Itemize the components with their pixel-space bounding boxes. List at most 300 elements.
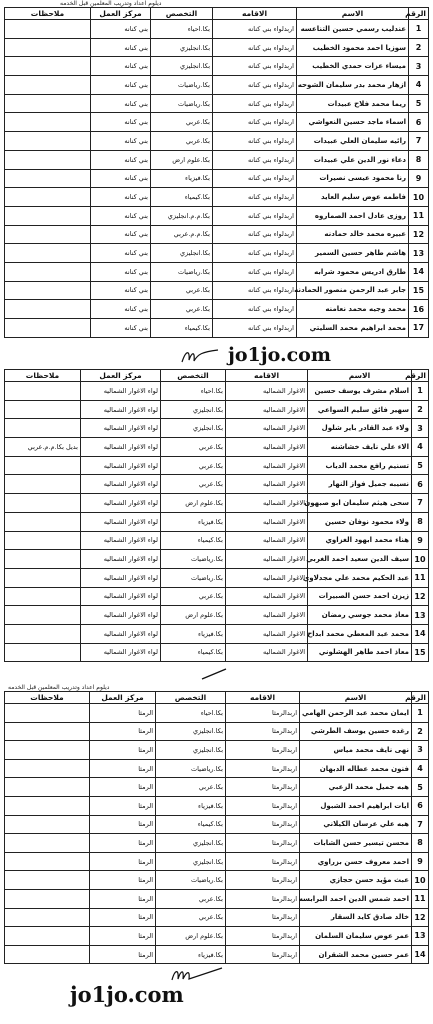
row-specialty: بكا.انجليزي: [151, 57, 213, 76]
row-residence: اربدلواء بني كنانه: [213, 262, 297, 281]
row-name: اسماء ماجد حسين النعواشي: [297, 113, 409, 132]
row-specialty: بكا.رياضيات: [151, 76, 213, 95]
row-number: 15: [412, 643, 429, 662]
row-name: رائيه سليمان العلي عبيدات: [297, 132, 409, 151]
row-notes: [5, 550, 81, 569]
row-number: 13: [412, 606, 429, 625]
row-number: 4: [412, 438, 429, 457]
row-number: 2: [412, 722, 429, 741]
table-row: [5, 643, 429, 662]
watermark-1: jo1jo.com: [228, 344, 331, 366]
header-specialty: التخصص: [151, 8, 213, 20]
header-name: الاسم: [308, 370, 412, 382]
row-name: هبه جميل محمد الزعبي: [300, 778, 412, 797]
row-number: 7: [409, 132, 429, 151]
row-name: هبه علي عرسان الكيلاني: [300, 815, 412, 834]
row-name: معاذ محمد جوسي رمضان: [308, 606, 412, 625]
row-notes: [5, 945, 90, 964]
row-workplace: الرمثا: [90, 722, 156, 741]
row-number: 2: [412, 400, 429, 419]
row-residence: اربدالرمثا: [226, 927, 300, 946]
row-number: 6: [412, 796, 429, 815]
row-specialty: بكا.م.م.عربي: [151, 225, 213, 244]
table-row: [5, 945, 429, 964]
table-row: [5, 568, 429, 587]
row-residence: الاغوار الشماليه: [226, 419, 308, 438]
row-number: 2: [409, 38, 429, 57]
row-notes: [5, 568, 81, 587]
row-number: 11: [409, 206, 429, 225]
row-notes: [5, 494, 81, 513]
row-workplace: بني كنانه: [91, 206, 151, 225]
table-row: [5, 624, 429, 643]
section1-caption: ديلوم اعداد وتدريب المعلمين قبل الخدمه: [60, 0, 162, 7]
row-name: فنون محمد عطاله الدبهان: [300, 759, 412, 778]
row-residence: الاغوار الشماليه: [226, 606, 308, 625]
row-specialty: بكا.احياء: [161, 382, 226, 401]
row-specialty: بكا.عربي: [161, 438, 226, 457]
row-number: 3: [412, 741, 429, 760]
row-residence: اربدلواء بني كنانه: [213, 38, 297, 57]
row-residence: اربدلواء بني كنانه: [213, 57, 297, 76]
row-name: معاذ احمد طاهر الهشلوني: [308, 643, 412, 662]
row-specialty: بكا.علوم ارض: [151, 150, 213, 169]
row-workplace: بني كنانه: [91, 113, 151, 132]
row-number: 5: [412, 778, 429, 797]
row-name: ميساء عزات حمدي الخطيب: [297, 57, 409, 76]
row-name: محمد وجيه محمد نعامنه: [297, 300, 409, 319]
header-notes: ملاحظات: [5, 692, 90, 704]
row-workplace: لواء الاغوار الشماليه: [81, 456, 161, 475]
section1-body: [5, 20, 429, 338]
row-notes: [5, 225, 91, 244]
row-notes: [5, 722, 90, 741]
row-notes: [5, 94, 91, 113]
row-specialty: بكا.كيمياء: [156, 815, 226, 834]
row-specialty: بكا.انجليزي: [161, 400, 226, 419]
row-number: 11: [412, 568, 429, 587]
row-workplace: بني كنانه: [91, 38, 151, 57]
row-name: عبث مؤيد حسن حجازي: [300, 871, 412, 890]
header-number: الرقم: [412, 692, 429, 704]
row-name: سهير فائق سليم السواعي: [308, 400, 412, 419]
row-residence: الاغوار الشماليه: [226, 587, 308, 606]
row-number: 10: [412, 871, 429, 890]
table-header-row: [5, 8, 429, 20]
table-row: [5, 606, 429, 625]
row-specialty: بكا.عربي: [151, 300, 213, 319]
table-row: [5, 587, 429, 606]
row-workplace: بني كنانه: [91, 169, 151, 188]
row-number: 1: [412, 382, 429, 401]
row-workplace: بني كنانه: [91, 94, 151, 113]
table-row: [5, 815, 429, 834]
row-notes: [5, 531, 81, 550]
row-workplace: الرمثا: [90, 927, 156, 946]
row-name: عبيره محمد خالد حمادنه: [297, 225, 409, 244]
table-row: [5, 494, 429, 513]
row-specialty: بكا.علوم ارض: [156, 927, 226, 946]
row-notes: [5, 927, 90, 946]
row-workplace: الرمثا: [90, 778, 156, 797]
row-name: دعاء نور الدين علي عبيدات: [297, 150, 409, 169]
row-residence: الاغوار الشماليه: [226, 512, 308, 531]
row-residence: اربدالرمثا: [226, 852, 300, 871]
row-specialty: بكا.عربي: [156, 889, 226, 908]
row-name: نهى نايف محمد مياس: [300, 741, 412, 760]
row-workplace: بني كنانه: [91, 57, 151, 76]
row-number: 3: [412, 419, 429, 438]
row-specialty: بكا.علوم ارض: [161, 606, 226, 625]
row-number: 9: [409, 169, 429, 188]
row-specialty: بكا.عربي: [161, 456, 226, 475]
row-name: رغده حسين يوسف الطرشي: [300, 722, 412, 741]
row-residence: الاغوار الشماليه: [226, 550, 308, 569]
header-specialty: التخصص: [161, 370, 226, 382]
row-number: 4: [412, 759, 429, 778]
row-name: تسنيم رافع محمد الدياب: [308, 456, 412, 475]
table-row: [5, 188, 429, 207]
row-notes: [5, 815, 90, 834]
row-specialty: بكا.انجليزي: [151, 244, 213, 263]
table-row: [5, 704, 429, 723]
row-workplace: لواء الاغوار الشماليه: [81, 438, 161, 457]
row-workplace: لواء الاغوار الشماليه: [81, 512, 161, 531]
row-name: نسيبه جميل فواز النهار: [308, 475, 412, 494]
table-row: [5, 456, 429, 475]
row-name: فاطمه عوض سليم العايد: [297, 188, 409, 207]
row-workplace: لواء الاغوار الشماليه: [81, 624, 161, 643]
row-notes: [5, 76, 91, 95]
row-notes: [5, 206, 91, 225]
row-residence: اربدلواء بني كنانه: [213, 244, 297, 263]
row-specialty: بكا.عربي: [156, 908, 226, 927]
row-notes: [5, 759, 90, 778]
row-residence: اربدلواء بني كنانه: [213, 300, 297, 319]
row-number: 4: [409, 76, 429, 95]
row-name: عمر حسين محمد الشقران: [300, 945, 412, 964]
row-workplace: لواء الاغوار الشماليه: [81, 382, 161, 401]
table-row: [5, 281, 429, 300]
row-number: 1: [412, 704, 429, 723]
row-number: 13: [412, 927, 429, 946]
row-specialty: بكا.علوم ارض: [161, 494, 226, 513]
header-notes: ملاحظات: [5, 8, 91, 20]
row-name: محمد عبد المعطي محمد ابداح: [308, 624, 412, 643]
row-workplace: الرمثا: [90, 815, 156, 834]
header-notes: ملاحظات: [5, 370, 81, 382]
row-specialty: بكا.انجليزي: [161, 419, 226, 438]
row-notes: [5, 852, 90, 871]
row-notes: [5, 624, 81, 643]
row-number: 16: [409, 300, 429, 319]
row-name: زيزن احمد حسن الصبيرات: [308, 587, 412, 606]
header-number: الرقم: [412, 370, 429, 382]
row-workplace: لواء الاغوار الشماليه: [81, 475, 161, 494]
row-notes: [5, 796, 90, 815]
row-workplace: الرمثا: [90, 704, 156, 723]
table-row: [5, 20, 429, 39]
row-residence: الاغوار الشماليه: [226, 643, 308, 662]
header-residence: الاقامه: [226, 370, 308, 382]
row-workplace: بني كنانه: [91, 132, 151, 151]
row-specialty: بكا.رياضيات: [151, 94, 213, 113]
row-residence: الاغوار الشماليه: [226, 456, 308, 475]
table-row: [5, 113, 429, 132]
table-row: [5, 550, 429, 569]
table-row: [5, 438, 429, 457]
row-residence: اربدلواء بني كنانه: [213, 225, 297, 244]
row-residence: اربدالرمثا: [226, 704, 300, 723]
row-residence: اربدالرمثا: [226, 945, 300, 964]
row-notes: [5, 150, 91, 169]
row-residence: الاغوار الشماليه: [226, 475, 308, 494]
row-specialty: بكا.فيزياء: [161, 624, 226, 643]
table-row: [5, 382, 429, 401]
row-workplace: الرمثا: [90, 759, 156, 778]
row-residence: اربدالرمثا: [226, 908, 300, 927]
signature-1: [180, 348, 220, 370]
row-specialty: بكا.رياضيات: [151, 262, 213, 281]
row-number: 11: [412, 889, 429, 908]
table-row: [5, 300, 429, 319]
header-name: الاسم: [300, 692, 412, 704]
row-notes: [5, 908, 90, 927]
table-row: [5, 400, 429, 419]
row-specialty: بكا.انجليزي: [156, 834, 226, 853]
row-workplace: لواء الاغوار الشماليه: [81, 606, 161, 625]
row-notes: [5, 300, 91, 319]
row-specialty: بكا.رياضيات: [161, 568, 226, 587]
row-name: رنا محمود عيسى نصيرات: [297, 169, 409, 188]
row-specialty: بكا.كيمياء: [161, 643, 226, 662]
header-specialty: التخصص: [156, 692, 226, 704]
row-notes: [5, 281, 91, 300]
row-number: 7: [412, 815, 429, 834]
table-row: [5, 531, 429, 550]
header-number: الرقم: [409, 8, 429, 20]
row-number: 9: [412, 531, 429, 550]
header-workplace: مركز العمل: [91, 8, 151, 20]
header-name: الاسم: [297, 8, 409, 20]
row-name: عندليب رسمي حسين التناعسه: [297, 20, 409, 39]
header-workplace: مركز العمل: [81, 370, 161, 382]
table-row: [5, 475, 429, 494]
table-row: [5, 169, 429, 188]
row-name: ريما محمد فلاح عبيدات: [297, 94, 409, 113]
row-workplace: الرمثا: [90, 796, 156, 815]
table-row: [5, 778, 429, 797]
row-specialty: بكا.عربي: [151, 132, 213, 151]
row-number: 12: [409, 225, 429, 244]
row-specialty: بكا.فيزياء: [156, 945, 226, 964]
row-number: 12: [412, 908, 429, 927]
row-notes: [5, 871, 90, 890]
table-row: [5, 796, 429, 815]
row-residence: الاغوار الشماليه: [226, 624, 308, 643]
row-name: روزى عادل احمد الصماروه: [297, 206, 409, 225]
row-workplace: لواء الاغوار الشماليه: [81, 568, 161, 587]
section3-body: [5, 704, 429, 964]
table-row: [5, 38, 429, 57]
table-row: [5, 871, 429, 890]
row-notes: [5, 38, 91, 57]
row-notes: [5, 741, 90, 760]
row-number: 5: [412, 456, 429, 475]
table-row: [5, 206, 429, 225]
row-specialty: بكا.كيمياء: [151, 319, 213, 338]
row-name: ازهار محمد بدر سليمان الشوحه: [297, 76, 409, 95]
row-notes: [5, 319, 91, 338]
row-specialty: بكا.رياضيات: [156, 759, 226, 778]
row-number: 13: [409, 244, 429, 263]
table-row: [5, 889, 429, 908]
row-specialty: بكا.انجليزي: [151, 38, 213, 57]
row-specialty: بكا.عربي: [151, 281, 213, 300]
row-name: سوزيا احمد محمود الخطيب: [297, 38, 409, 57]
row-workplace: الرمثا: [90, 945, 156, 964]
table-row: [5, 262, 429, 281]
row-name: الاء علي نايف خشاشنه: [308, 438, 412, 457]
row-workplace: الرمثا: [90, 871, 156, 890]
table-row: [5, 741, 429, 760]
row-workplace: بني كنانه: [91, 281, 151, 300]
row-number: 3: [409, 57, 429, 76]
row-workplace: لواء الاغوار الشماليه: [81, 400, 161, 419]
row-notes: بديل بكا.م.م.عربي: [5, 438, 81, 457]
watermark-2: jo1jo.com: [70, 982, 184, 1007]
row-notes: [5, 57, 91, 76]
row-notes: [5, 113, 91, 132]
row-residence: اربدلواء بني كنانه: [213, 206, 297, 225]
row-specialty: بكا.فيزياء: [151, 169, 213, 188]
row-number: 12: [412, 587, 429, 606]
row-number: 6: [412, 475, 429, 494]
row-number: 17: [409, 319, 429, 338]
row-residence: اربدلواء بني كنانه: [213, 132, 297, 151]
row-residence: اربدالرمثا: [226, 722, 300, 741]
row-number: 10: [409, 188, 429, 207]
row-workplace: الرمثا: [90, 889, 156, 908]
row-name: ايات ابراهيم احمد الشبول: [300, 796, 412, 815]
table-header-row: [5, 692, 429, 704]
row-residence: اربدالرمثا: [226, 796, 300, 815]
table-row: [5, 419, 429, 438]
row-number: 14: [409, 262, 429, 281]
table-header-row: [5, 370, 429, 382]
row-number: 9: [412, 852, 429, 871]
table-row: [5, 852, 429, 871]
row-specialty: بكا.عربي: [161, 587, 226, 606]
row-number: 14: [412, 945, 429, 964]
row-name: عمر عوض سليمان السلمان: [300, 927, 412, 946]
section2-body: [5, 382, 429, 662]
table-row: [5, 759, 429, 778]
table-row: [5, 132, 429, 151]
row-number: 10: [412, 550, 429, 569]
row-workplace: بني كنانه: [91, 262, 151, 281]
row-name: ولاء محمود نوفان حسين: [308, 512, 412, 531]
row-name: هاشم طاهر حسين السمير: [297, 244, 409, 263]
row-name: طارق ادريس محمود شرابه: [297, 262, 409, 281]
row-notes: [5, 20, 91, 39]
row-specialty: بكا.كيمياء: [161, 531, 226, 550]
row-residence: الاغوار الشماليه: [226, 494, 308, 513]
row-specialty: بكا.رياضيات: [161, 550, 226, 569]
row-specialty: بكا.احياء: [151, 20, 213, 39]
row-notes: [5, 132, 91, 151]
section1-table: [4, 7, 429, 338]
row-name: هناء محمد ابهود الغزاوي: [308, 531, 412, 550]
row-name: محمد ابراهيم محمد السليتي: [297, 319, 409, 338]
row-residence: اربدالرمثا: [226, 871, 300, 890]
row-name: جابر عبد الرحمن منصور الحمادنه: [297, 281, 409, 300]
row-specialty: بكا.رياضيات: [156, 871, 226, 890]
table-row: [5, 76, 429, 95]
table-row: [5, 225, 429, 244]
row-residence: اربدلواء بني كنانه: [213, 113, 297, 132]
row-workplace: لواء الاغوار الشماليه: [81, 531, 161, 550]
row-name: سحى هيثم سليمان ابو صبهون: [308, 494, 412, 513]
row-workplace: الرمثا: [90, 834, 156, 853]
row-notes: [5, 889, 90, 908]
section3-table: [4, 691, 429, 964]
row-workplace: لواء الاغوار الشماليه: [81, 494, 161, 513]
table-row: [5, 908, 429, 927]
row-notes: [5, 188, 91, 207]
row-workplace: بني كنانه: [91, 300, 151, 319]
row-workplace: الرمثا: [90, 741, 156, 760]
row-notes: [5, 262, 91, 281]
row-specialty: بكا.عربي: [151, 113, 213, 132]
row-residence: اربدلواء بني كنانه: [213, 76, 297, 95]
row-specialty: بكا.احياء: [156, 704, 226, 723]
row-residence: اربدلواء بني كنانه: [213, 169, 297, 188]
row-notes: [5, 704, 90, 723]
row-residence: اربدالرمثا: [226, 815, 300, 834]
row-notes: [5, 643, 81, 662]
row-number: 8: [412, 834, 429, 853]
row-workplace: لواء الاغوار الشماليه: [81, 587, 161, 606]
row-workplace: لواء الاغوار الشماليه: [81, 550, 161, 569]
row-number: 8: [412, 512, 429, 531]
row-name: ولاء عبد القادر باير شلول: [308, 419, 412, 438]
row-workplace: بني كنانه: [91, 150, 151, 169]
row-notes: [5, 456, 81, 475]
row-residence: الاغوار الشماليه: [226, 400, 308, 419]
row-residence: الاغوار الشماليه: [226, 568, 308, 587]
row-name: ايمان محمد عبد الرحمن الهامي: [300, 704, 412, 723]
row-specialty: بكا.انجليزي: [156, 741, 226, 760]
row-name: احمد شمس الدين احمد البرابسه: [300, 889, 412, 908]
row-workplace: بني كنانه: [91, 76, 151, 95]
row-notes: [5, 587, 81, 606]
row-number: 7: [412, 494, 429, 513]
header-workplace: مركز العمل: [90, 692, 156, 704]
row-workplace: بني كنانه: [91, 319, 151, 338]
table-row: [5, 834, 429, 853]
row-residence: اربدلواء بني كنانه: [213, 188, 297, 207]
row-name: خالد صادق كايد السقار: [300, 908, 412, 927]
row-notes: [5, 606, 81, 625]
row-number: 5: [409, 94, 429, 113]
header-residence: الاقامه: [213, 8, 297, 20]
row-number: 15: [409, 281, 429, 300]
row-residence: اربدالرمثا: [226, 889, 300, 908]
row-residence: اربدلواء بني كنانه: [213, 150, 297, 169]
row-number: 1: [409, 20, 429, 39]
header-residence: الاقامه: [226, 692, 300, 704]
